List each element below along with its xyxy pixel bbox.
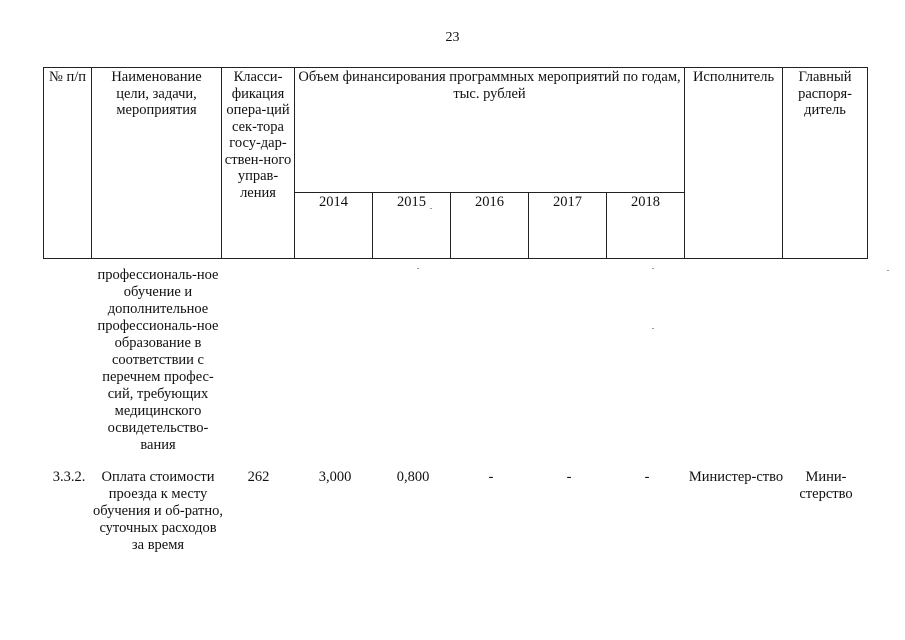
- header-col-name: Наименование цели, задачи, мероприятия: [92, 68, 222, 259]
- program-table-header: [43, 67, 868, 259]
- header-col-financing-volume: Объем финансирования программных мероприятий по годам, тыс. рублей: [295, 68, 685, 193]
- page-number: 23: [445, 30, 460, 45]
- row-value-2015: 0,800: [396, 469, 430, 485]
- scan-speck: [652, 328, 654, 329]
- row-executor: Министер-ство: [688, 469, 784, 485]
- row-measure-name: Оплата стоимости проезда к месту обучения и об-ратно, суточных расходов за время: [93, 469, 223, 553]
- row-main-manager: Мини-стерство: [799, 469, 853, 502]
- row-classification-code: 262: [247, 469, 270, 485]
- header-year-2015: 2015: [373, 193, 451, 259]
- scan-speck: [430, 208, 432, 209]
- header-col-number: № п/п: [44, 68, 92, 259]
- row-number: 3.3.2.: [52, 469, 86, 485]
- header-year-2016: 2016: [451, 193, 529, 259]
- header-col-main-manager: Главный распоря-дитель: [783, 68, 868, 259]
- row-value-2016: -: [488, 469, 494, 485]
- header-year-2018: 2018: [607, 193, 685, 259]
- header-col-executor: Исполнитель: [685, 68, 783, 259]
- row-value-2018: -: [644, 469, 650, 485]
- header-year-2017: 2017: [529, 193, 607, 259]
- header-year-2014: 2014: [295, 193, 373, 259]
- scan-speck: [652, 268, 654, 269]
- continued-measure-text: профессиональ-ное обучение и дополнительное профессиональ-ное образование в соответствии с перечнем профес-сий, требующих медицинского освидетельство-вания: [97, 267, 219, 453]
- scan-speck: [887, 270, 889, 271]
- row-value-2017: -: [566, 469, 572, 485]
- scan-speck: [417, 268, 419, 269]
- header-col-classification: Класси-фикация опера-ций сек-тора госу-дар-ствен-ного управ-ления: [222, 68, 295, 259]
- row-value-2014: 3,000: [318, 469, 352, 485]
